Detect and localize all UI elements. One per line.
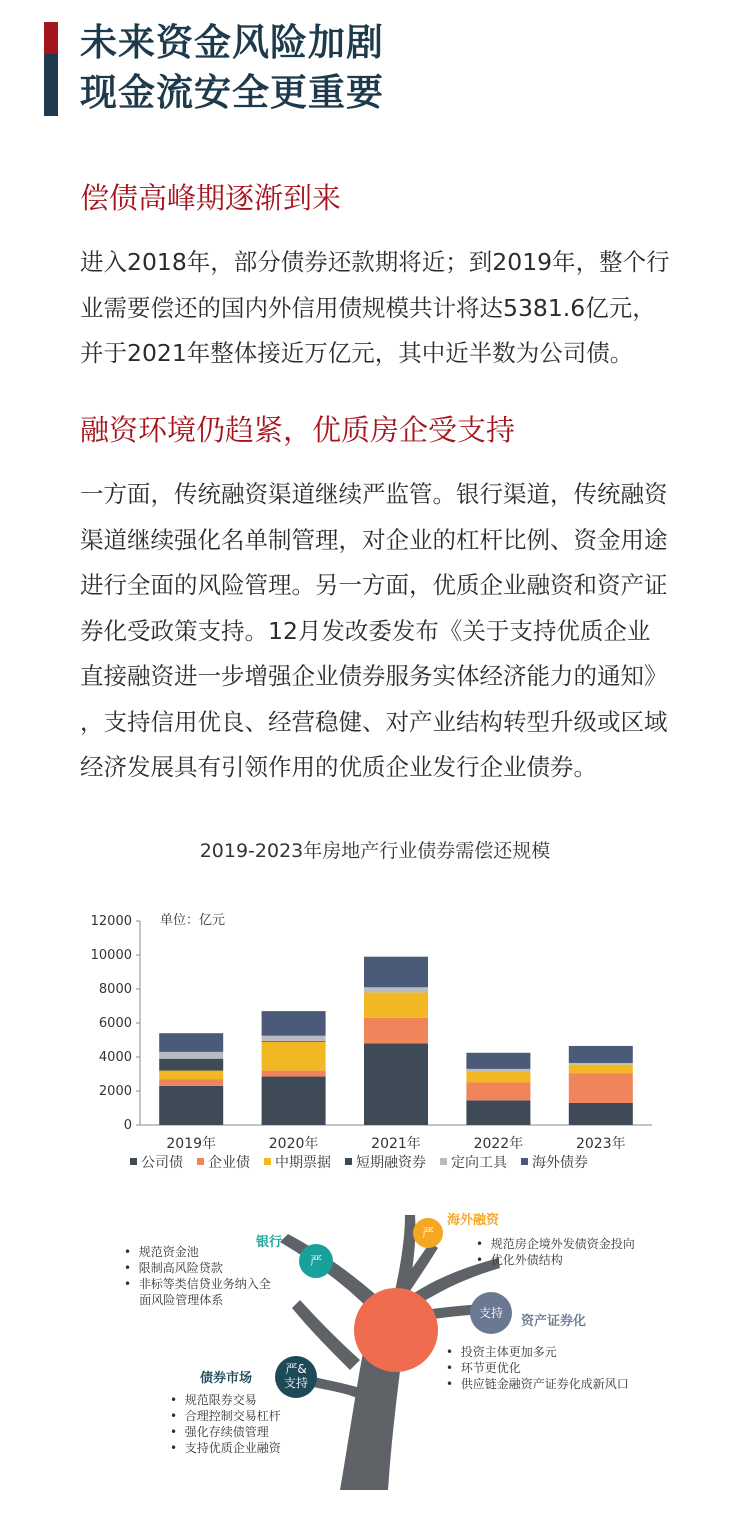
bar-segment: [262, 1071, 326, 1077]
bar-segment: [364, 987, 428, 992]
section1-line: 并于2021年整体接近万亿元，其中近半数为公司债。: [80, 339, 634, 367]
y-tick-label: 12000: [90, 914, 132, 929]
abs-label: 资产证券化: [521, 1314, 587, 1329]
section1-line: 进入2018年，部分债券还款期将近；到2019年，整个行: [80, 248, 670, 276]
bar-segment: [569, 1063, 633, 1065]
bond-circle-text-2: 支持: [283, 1376, 308, 1390]
legend-label: 中期票据: [275, 1155, 331, 1171]
overseas-list: [476, 1236, 635, 1268]
bar-segment: [159, 1071, 223, 1080]
list-item: • 限制高风险贷款: [124, 1261, 223, 1275]
list-item: • 规范房企境外发债资金投向: [476, 1237, 635, 1251]
x-tick-label: 2023年: [575, 1136, 626, 1152]
bar-segment: [262, 1011, 326, 1036]
bar-segment: [569, 1065, 633, 1074]
bar-segment: [262, 1036, 326, 1041]
bar-segment: [159, 1033, 223, 1052]
section2-line: 进行全面的风险管理。另一方面，优质企业融资和资产证: [80, 571, 668, 599]
bar-segment: [466, 1069, 530, 1072]
bond-label: 债券市场: [200, 1371, 253, 1386]
bar-segment: [159, 1086, 223, 1125]
section1-paragraph: [80, 240, 720, 377]
y-tick-label: 4000: [98, 1050, 132, 1065]
section1-heading: 偿债高峰期逐渐到来: [80, 181, 342, 215]
legend-swatch: [130, 1158, 137, 1165]
bank-list: [124, 1244, 271, 1308]
legend-label: 海外债券: [532, 1155, 588, 1171]
x-tick-label: 2021年: [371, 1136, 421, 1152]
overseas-label: 海外融资: [447, 1213, 500, 1228]
legend-swatch: [440, 1158, 447, 1165]
bank-circle-text: 严: [309, 1254, 322, 1268]
bar-segment: [364, 1043, 428, 1125]
list-item: • 强化存续债管理: [170, 1425, 269, 1439]
list-item: • 规范资金池: [124, 1245, 199, 1259]
y-tick-label: 8000: [98, 982, 132, 997]
header-accent-red: [44, 22, 58, 54]
page-title-line-1: 未来资金风险加剧: [80, 21, 384, 64]
bond-list: [170, 1392, 281, 1456]
list-item: • 供应链金融资产证券化成新风口: [446, 1377, 629, 1391]
y-tick-label: 0: [123, 1118, 132, 1133]
bar-segment: [466, 1083, 530, 1101]
bar-segment: [569, 1073, 633, 1103]
bond-circle-text: [276, 1362, 316, 1390]
bar-chart: [0, 890, 750, 1220]
abs-list: [446, 1344, 629, 1392]
x-tick-label: 2022年: [473, 1136, 524, 1152]
bar-segment: [466, 1071, 530, 1082]
legend-swatch: [197, 1158, 204, 1165]
chart-title: 2019-2023年房地产行业债券需偿还规模: [199, 840, 551, 862]
abs-circle-text: 支持: [478, 1306, 503, 1320]
section2-line: 一方面，传统融资渠道继续严监管。银行渠道，传统融资: [80, 480, 668, 508]
section2-line: 经济发展具有引领作用的优质企业发行企业债券。: [80, 753, 597, 781]
legend-swatch: [345, 1158, 352, 1165]
section2-heading: 融资环境仍趋紧，优质房企受支持: [80, 413, 516, 447]
bar-segment: [364, 992, 428, 1018]
legend-label: 定向工具: [451, 1155, 507, 1171]
legend-swatch: [264, 1158, 271, 1165]
list-item: • 支持优质企业融资: [170, 1441, 281, 1455]
bar-segment: [364, 1018, 428, 1044]
bar-segment: [364, 957, 428, 988]
section2-paragraph: [80, 472, 720, 791]
section1-line: 业需要偿还的国内外信用债规模共计将达5381.6亿元，: [80, 293, 656, 322]
list-item: • 规范限券交易: [170, 1393, 257, 1407]
tree-diagram: [0, 1200, 750, 1520]
tree-core-circle: [354, 1288, 438, 1372]
bar-segment: [159, 1052, 223, 1059]
section2-line: ，支持信用优良、经营稳健、对产业结构转型升级或区域: [80, 707, 668, 736]
section2-line: 券化受政策支持。12月发改委发布《关于支持优质企业: [80, 616, 651, 645]
bar-segment: [466, 1100, 530, 1125]
bank-label: 银行: [256, 1235, 283, 1250]
bar-segment: [159, 1059, 223, 1071]
overseas-circle-text: 严: [421, 1226, 434, 1240]
list-item: 面风险管理体系: [139, 1293, 224, 1307]
list-item: • 投资主体更加多元: [446, 1345, 557, 1359]
y-tick-label: 2000: [98, 1084, 132, 1099]
section2-line: 渠道继续强化名单制管理，对企业的杠杆比例、资金用途: [80, 525, 668, 554]
legend-label: 公司债: [141, 1155, 183, 1171]
bar-segment: [569, 1103, 633, 1125]
list-item: • 环节更优化: [446, 1361, 521, 1375]
list-item: • 合理控制交易杠杆: [170, 1409, 281, 1423]
list-item: • 优化外债结构: [476, 1253, 563, 1267]
bar-segment: [262, 1042, 326, 1071]
page-title-line-2: 现金流安全更重要: [80, 71, 384, 114]
legend-swatch: [521, 1158, 528, 1165]
legend-label: 短期融资券: [356, 1155, 426, 1171]
bar-segment: [569, 1046, 633, 1063]
legend-label: 企业债: [208, 1155, 250, 1171]
section2-line: 直接融资进一步增强企业债券服务实体经济能力的通知》: [80, 662, 668, 690]
y-tick-label: 6000: [98, 1016, 132, 1031]
bar-segment: [262, 1077, 326, 1125]
x-tick-label: 2019年: [166, 1136, 217, 1152]
bar-segment: [466, 1053, 530, 1069]
bar-segment: [262, 1041, 326, 1042]
bar-segment: [159, 1079, 223, 1086]
y-tick-label: 10000: [90, 948, 132, 963]
chart-unit-label: 单位：亿元: [160, 913, 226, 928]
x-tick-label: 2020年: [268, 1136, 319, 1152]
page-title: [80, 18, 384, 118]
header-accent-navy: [44, 54, 58, 116]
bond-circle-text-1: 严&: [285, 1362, 307, 1376]
list-item: • 非标等类信贷业务纳入全: [124, 1277, 271, 1291]
